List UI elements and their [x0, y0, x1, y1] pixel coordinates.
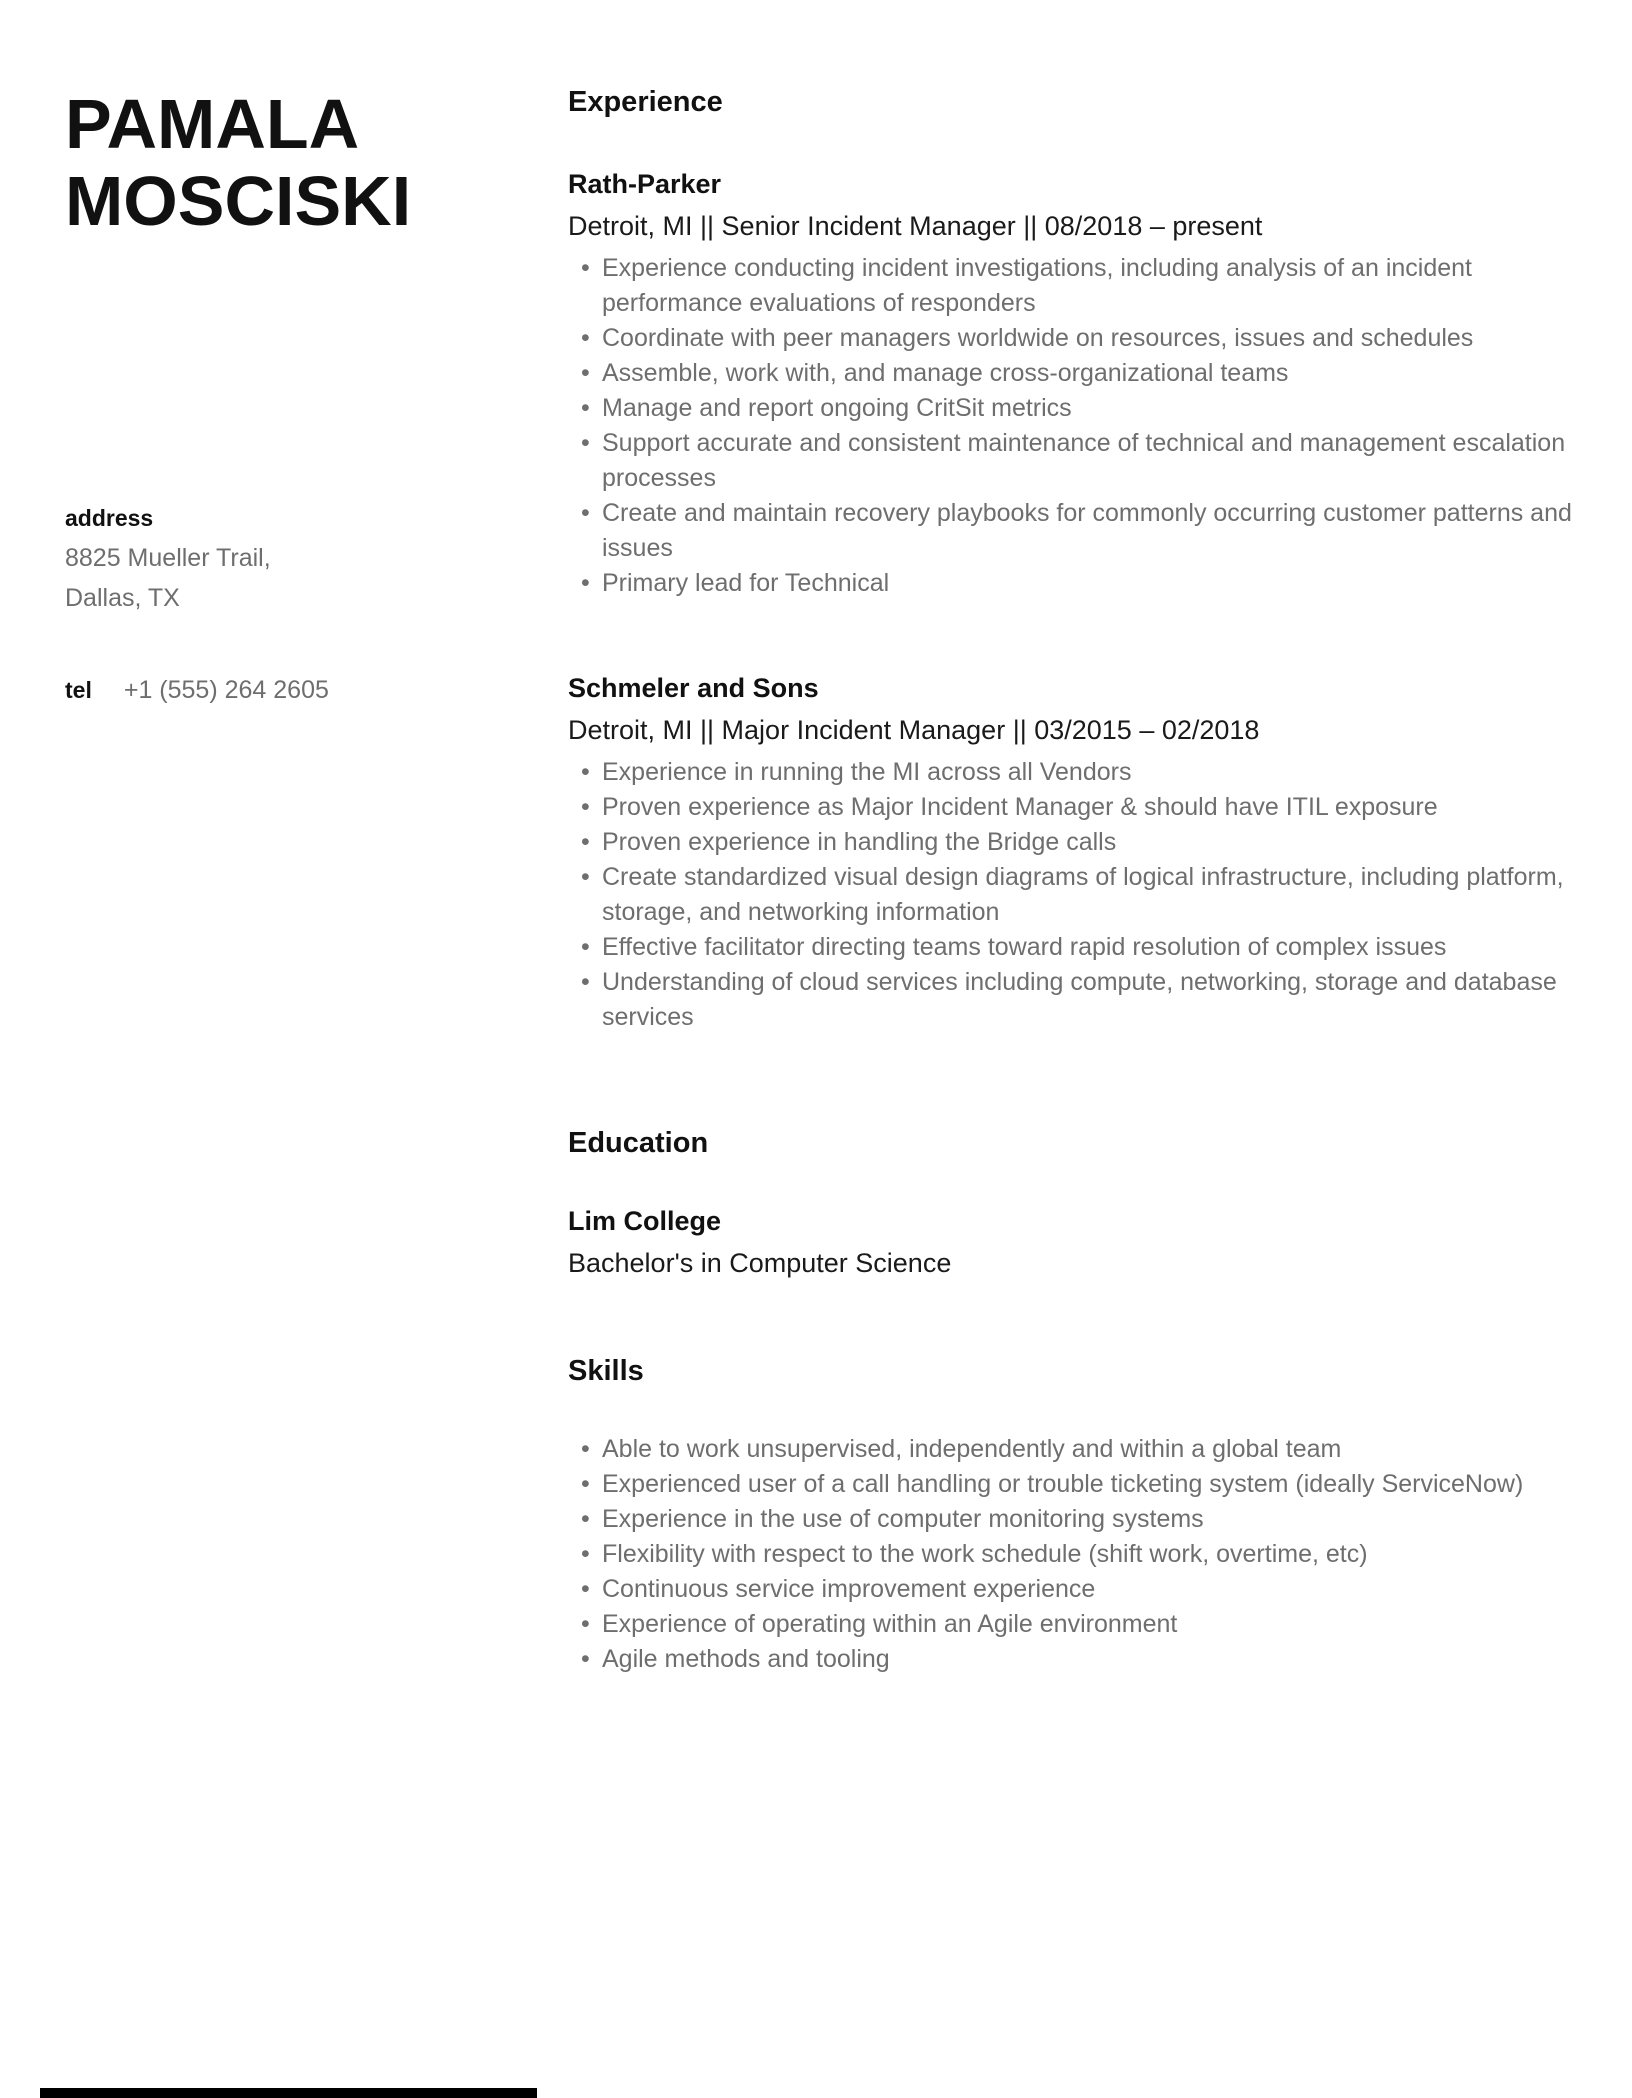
bullet-item: • Able to work unsupervised, independently and within a global team — [568, 1432, 1580, 1467]
job-bullets — [568, 755, 1580, 1035]
bullet-item: • Manage and report ongoing CritSit metrics — [568, 391, 1580, 426]
bullet-item: • Create standardized visual design diagrams of logical infrastructure, including platform, storage, and networking information — [568, 860, 1580, 930]
job-entry — [568, 673, 1580, 1035]
right-column — [568, 86, 1580, 1677]
company-name: Rath-Parker — [568, 169, 722, 199]
left-column — [65, 86, 515, 710]
bullet-item: • Coordinate with peer managers worldwide on resources, issues and schedules — [568, 321, 1580, 356]
skills-bullets — [568, 1432, 1580, 1677]
bullet-item: • Support accurate and consistent maintenance of technical and management escalation processes — [568, 426, 1580, 496]
job-meta: Detroit, MI || Major Incident Manager || 03/2015 – 02/2018 — [568, 715, 1260, 745]
address-line1: 8825 Mueller Trail, — [65, 544, 271, 572]
tel-label: tel — [65, 677, 92, 703]
school-name: Lim College — [568, 1206, 722, 1236]
skills-heading: Skills — [568, 1355, 644, 1387]
bullet-item: • Proven experience in handling the Bridge calls — [568, 825, 1580, 860]
company-name: Schmeler and Sons — [568, 673, 819, 703]
experience-heading: Experience — [568, 86, 723, 118]
bullet-item: • Experience conducting incident investigations, including analysis of an incident performance evaluations of responders — [568, 251, 1580, 321]
bullet-item: • Create and maintain recovery playbooks for commonly occurring customer patterns and issues — [568, 496, 1580, 566]
bullet-item: • Agile methods and tooling — [568, 1642, 1580, 1677]
address-line2: Dallas, TX — [65, 584, 180, 612]
bullet-item: • Effective facilitator directing teams toward rapid resolution of complex issues — [568, 930, 1580, 965]
education-heading: Education — [568, 1127, 709, 1159]
address-label: address — [65, 505, 154, 531]
degree: Bachelor's in Computer Science — [568, 1248, 952, 1278]
bullet-item: • Assemble, work with, and manage cross-organizational teams — [568, 356, 1580, 391]
bullet-item: • Understanding of cloud services including compute, networking, storage and database services — [568, 965, 1580, 1035]
address-block — [65, 498, 515, 618]
footer-accent-bar — [40, 2088, 537, 2098]
person-name-line1: PAMALA — [65, 85, 360, 163]
bullet-item: • Flexibility with respect to the work schedule (shift work, overtime, etc) — [568, 1537, 1580, 1572]
bullet-item: • Experience in running the MI across all Vendors — [568, 755, 1580, 790]
bullet-item: • Proven experience as Major Incident Manager & should have ITIL exposure — [568, 790, 1580, 825]
job-bullets — [568, 251, 1580, 601]
bullet-item: • Experience of operating within an Agile environment — [568, 1607, 1580, 1642]
bullet-item: • Experience in the use of computer monitoring systems — [568, 1502, 1580, 1537]
tel-value: +1 (555) 264 2605 — [123, 676, 329, 704]
bullet-item: • Primary lead for Technical — [568, 566, 1580, 601]
job-meta: Detroit, MI || Senior Incident Manager || 08/2018 – present — [568, 211, 1263, 241]
job-entry — [568, 169, 1580, 601]
person-name — [65, 86, 515, 240]
person-name-line2: MOSCISKI — [65, 162, 412, 240]
bullet-item: • Continuous service improvement experience — [568, 1572, 1580, 1607]
tel-block — [65, 670, 515, 710]
bullet-item: • Experienced user of a call handling or trouble ticketing system (ideally ServiceNow) — [568, 1467, 1580, 1502]
